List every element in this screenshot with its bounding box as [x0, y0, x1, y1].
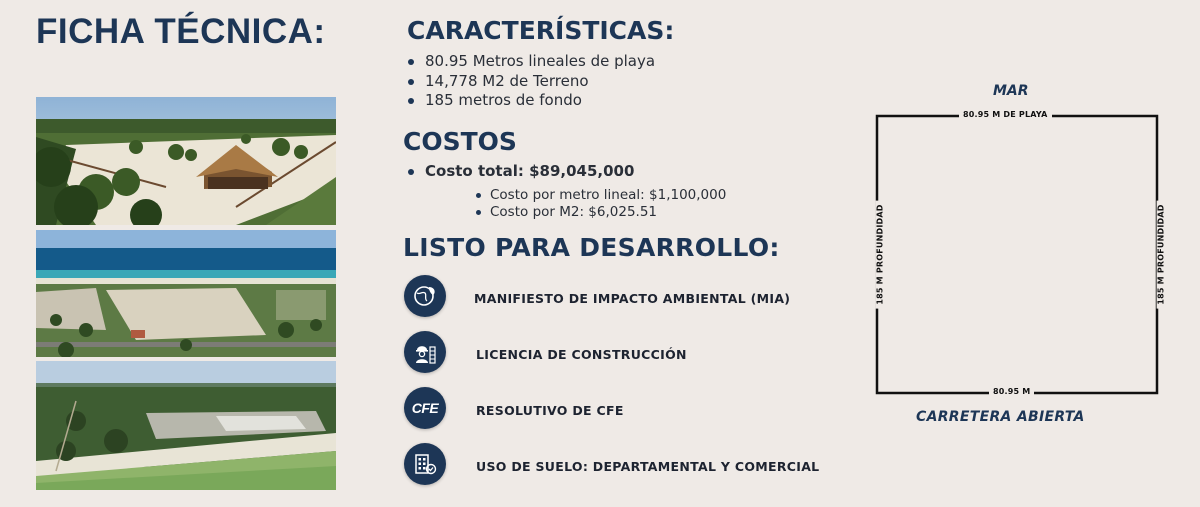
- builder-icon: [404, 331, 446, 373]
- cost-breakdown-list: [473, 187, 726, 221]
- diagram-bottom-label: CARRETERA ABIERTA: [916, 409, 1085, 425]
- lot-outline: [870, 108, 1165, 400]
- buildings-icon: [404, 443, 446, 485]
- costos-heading: COSTOS: [403, 127, 517, 156]
- caracteristicas-list: [405, 52, 655, 111]
- list-item: 14,778 M2 de Terreno: [405, 72, 655, 92]
- cfe-logo-text: CFE: [411, 400, 439, 416]
- bottom-dimension-label: 80.95 M: [989, 387, 1034, 396]
- left-dimension-label: 185 M PROFUNDIDAD: [876, 200, 885, 308]
- page-title: FICHA TÉCNICA:: [36, 12, 326, 51]
- property-photo-palapa: [36, 97, 336, 225]
- cfe-logo-icon: [404, 387, 446, 429]
- property-photo-coast: [36, 361, 336, 490]
- right-dimension-label: 185 M PROFUNDIDAD: [1157, 200, 1166, 308]
- permit-label: RESOLUTIVO DE CFE: [476, 403, 624, 418]
- permit-label: USO DE SUELO: DEPARTAMENTAL Y COMERCIAL: [476, 459, 820, 474]
- diagram-top-label: MAR: [993, 83, 1029, 99]
- permit-label: MANIFIESTO DE IMPACTO AMBIENTAL (MIA): [474, 291, 791, 306]
- list-item: Costo por M2: $6,025.51: [473, 204, 726, 221]
- listo-heading: LISTO PARA DESARROLLO:: [403, 233, 780, 262]
- property-photo-ocean: [36, 230, 336, 357]
- globe-leaf-icon: [404, 275, 446, 317]
- list-item: 185 metros de fondo: [405, 91, 655, 111]
- permit-label: LICENCIA DE CONSTRUCCIÓN: [476, 347, 687, 362]
- list-item: Costo por metro lineal: $1,100,000: [473, 187, 726, 204]
- list-item: 80.95 Metros lineales de playa: [405, 52, 655, 72]
- top-dimension-label: 80.95 M DE PLAYA: [959, 110, 1052, 119]
- cost-total: Costo total: $89,045,000: [405, 162, 634, 180]
- caracteristicas-heading: CARACTERÍSTICAS:: [407, 16, 675, 45]
